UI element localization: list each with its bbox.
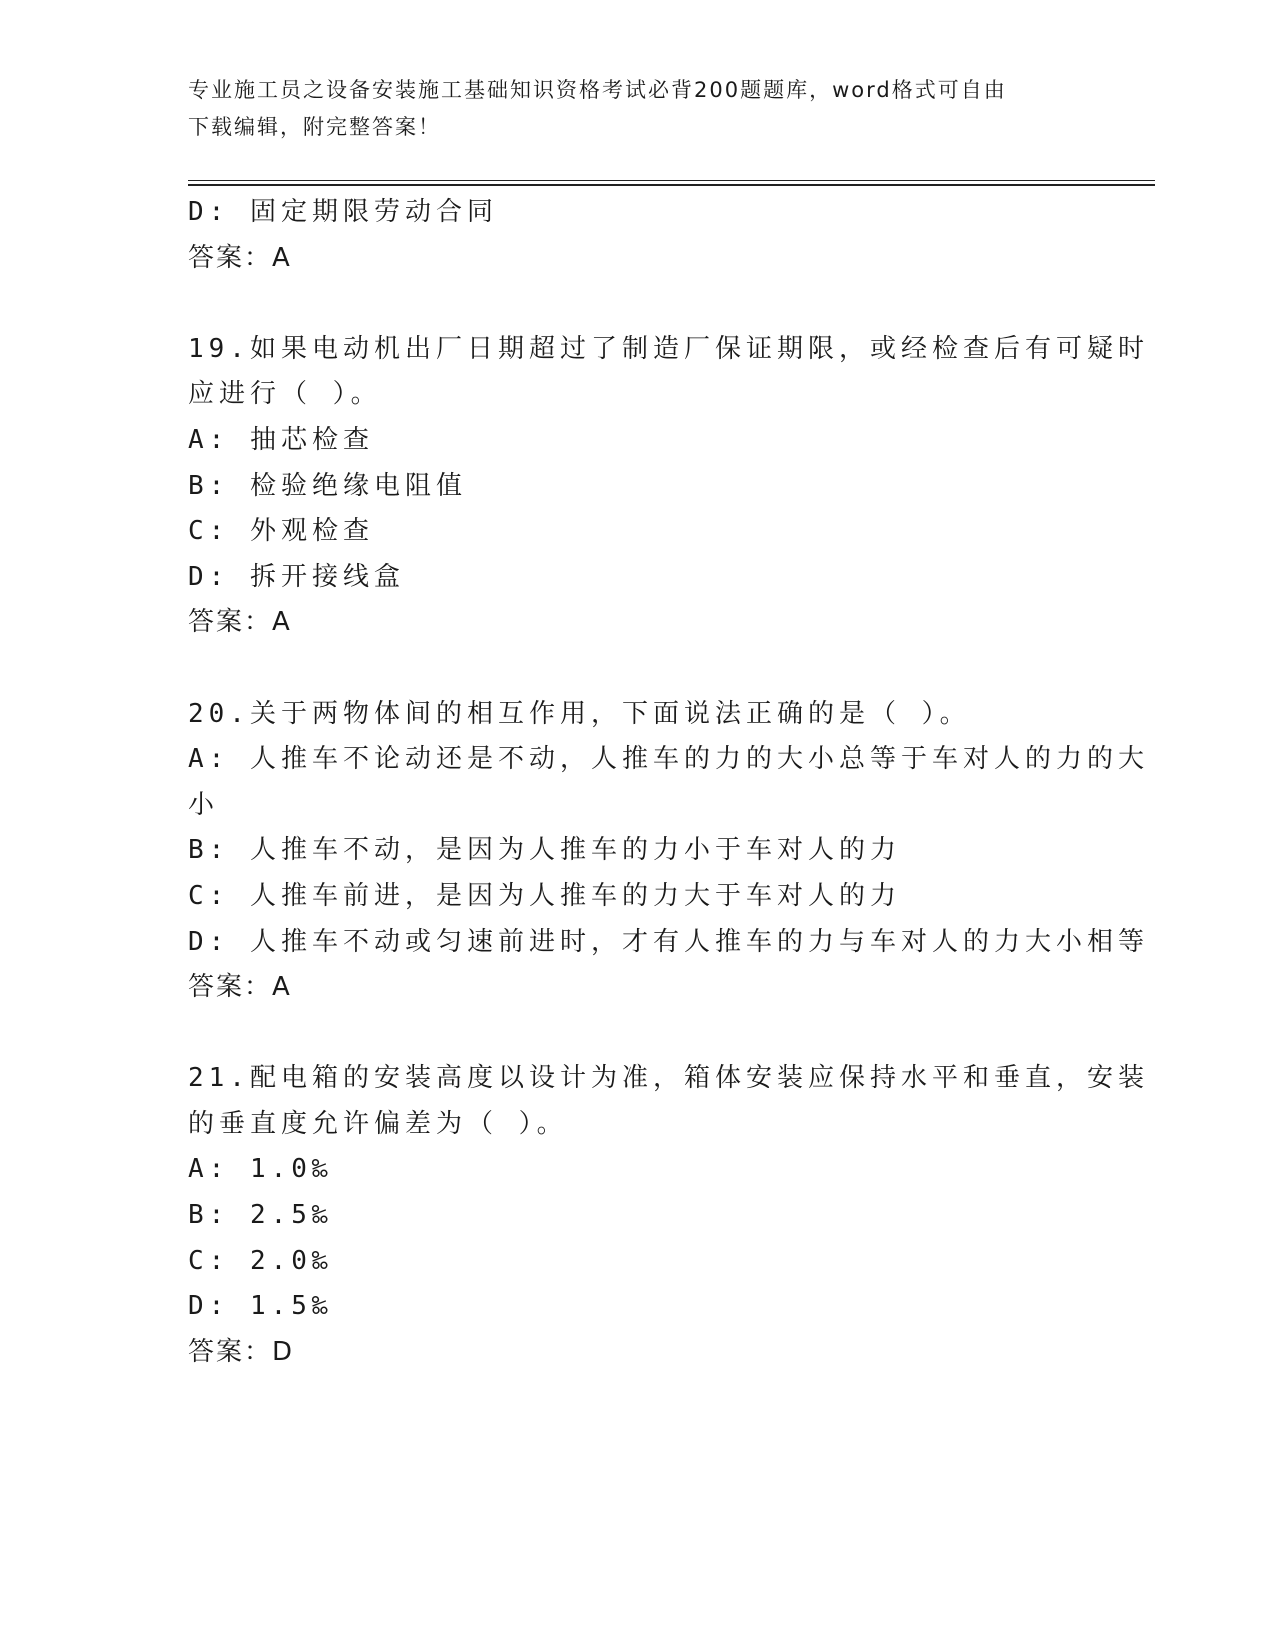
- option-b: B: 人推车不动，是因为人推车的力小于车对人的力: [188, 835, 901, 866]
- question-20: [188, 692, 1149, 1011]
- question-21: [188, 1056, 1149, 1375]
- question-stem: 19.如果电动机出厂日期超过了制造厂保证期限，或经检查后有可疑时: [188, 333, 1149, 364]
- option-a-cont: 小: [188, 789, 220, 820]
- option-a: A: 抽芯检查: [188, 424, 374, 455]
- document-header: [188, 72, 1088, 146]
- header-line-1: 专业施工员之设备安装施工基础知识资格考试必背200题题库，word格式可自由: [188, 78, 1007, 102]
- option-b: B: 检验绝缘电阻值: [188, 470, 467, 501]
- question-19: [188, 327, 1149, 646]
- header-divider-thick: [188, 184, 1155, 186]
- spacer: [188, 646, 1088, 692]
- spacer: [188, 281, 1088, 327]
- answer-line: 答案：A: [188, 607, 292, 638]
- option-c: C: 外观检查: [188, 516, 374, 547]
- option-a: A: 人推车不论动还是不动，人推车的力的大小总等于车对人的力的大: [188, 744, 1149, 775]
- question-stem: 20.关于两物体间的相互作用，下面说法正确的是（ ）。: [188, 698, 971, 729]
- option-a: A: 1.0‰: [188, 1154, 333, 1185]
- header-line-2: 下载编辑，附完整答案！: [188, 115, 441, 139]
- option-d: D: 拆开接线盒: [188, 561, 405, 592]
- header-divider-thin: [188, 180, 1155, 181]
- answer-line: 答案：D: [188, 1336, 295, 1367]
- option-c: C: 2.0‰: [188, 1245, 333, 1276]
- question-stem-cont: 应进行（ ）。: [188, 379, 382, 410]
- option-d: D: 1.5‰: [188, 1291, 333, 1322]
- option-d: D: 人推车不动或匀速前进时，才有人推车的力与车对人的力大小相等: [188, 926, 1149, 957]
- option-d: D: 固定期限劳动合同: [188, 197, 498, 227]
- option-c: C: 人推车前进，是因为人推车的力大于车对人的力: [188, 880, 901, 911]
- spacer: [188, 1011, 1088, 1057]
- question-stem: 21.配电箱的安装高度以设计为准，箱体安装应保持水平和垂直，安装: [188, 1063, 1149, 1094]
- option-b: B: 2.5‰: [188, 1200, 333, 1231]
- answer-line: 答案：A: [188, 242, 292, 273]
- question-stem-cont: 的垂直度允许偏差为（ ）。: [188, 1108, 568, 1139]
- answer-line: 答案：A: [188, 972, 292, 1003]
- document-body: [188, 190, 1149, 1375]
